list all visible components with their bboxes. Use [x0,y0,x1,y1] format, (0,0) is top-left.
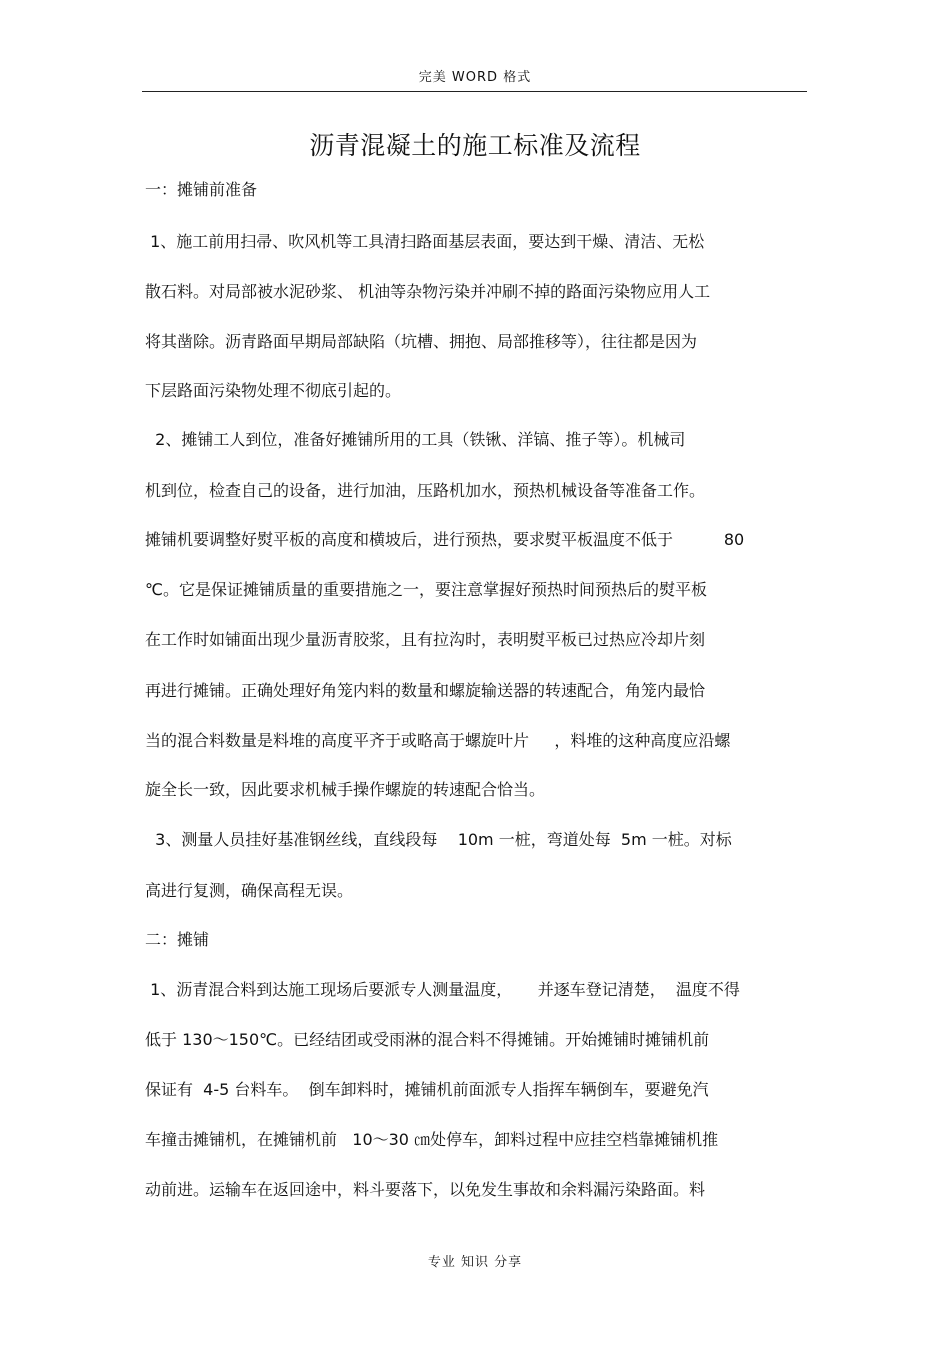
paragraph-line: 1、施工前用扫帚、吹风机等工具清扫路面基层表面，要达到干燥、清洁、无松 [145,232,705,251]
paragraph-line: 在工作时如铺面出现少量沥青胶浆，且有拉沟时，表明熨平板已过热应冷却片刻 [145,630,706,649]
paragraph-line: 再进行摊铺。正确处理好角笼内料的数量和螺旋输送器的转速配合，角笼内最恰 [145,681,706,700]
paragraph-line: 车撞击摊铺机，在摊铺机前 10～30 ㎝处停车，卸料过程中应挂空档靠摊铺机推 [145,1130,719,1149]
paragraph-line: 摊铺机要调整好熨平板的高度和横坡后，进行预热，要求熨平板温度不低于 80 [145,530,745,549]
paragraph-line: 散石料。对局部被水泥砂浆、 机油等杂物污染并冲刷不掉的路面污染物应用人工 [145,282,711,301]
paragraph-line: 动前进。运输车在返回途中，料斗要落下，以免发生事故和余料漏污染路面。料 [145,1180,706,1199]
paragraph-line: 下层路面污染物处理不彻底引起的。 [145,381,402,400]
page-header: 完美 WORD 格式 [418,70,532,85]
header-divider [142,91,807,92]
paragraph-line: 低于 130～150℃。已经结团或受雨淋的混合料不得摊铺。开始摊铺时摊铺机前 [145,1030,710,1049]
section-heading: 一：摊铺前准备 [145,180,258,199]
paragraph-line: 将其凿除。沥青路面早期局部缺陷（坑槽、拥抱、局部推移等），往往都是因为 [145,332,698,351]
paragraph-line: 旋全长一致，因此要求机械手操作螺旋的转速配合恰当。 [145,780,546,799]
page-footer: 专业 知识 分享 [427,1255,523,1270]
paragraph-line: 保证有 4-5 台料车。 倒车卸料时，摊铺机前面派专人指挥车辆倒车，要避免汽 [145,1080,709,1099]
paragraph-line: 2、摊铺工人到位，准备好摊铺所用的工具（铁锹、洋镐、推子等）。机械司 [145,430,686,449]
paragraph-line: 机到位，检查自己的设备，进行加油，压路机加水，预热机械设备等准备工作。 [145,481,706,500]
paragraph-line: 1、沥青混合料到达施工现场后要派专人测量温度， 并逐车登记清楚， 温度不得 [145,980,740,999]
document-title: 沥青混凝土的施工标准及流程 [309,131,641,160]
paragraph-line: ℃。它是保证摊铺质量的重要措施之一，要注意掌握好预热时间预热后的熨平板 [145,580,707,599]
section-heading: 二：摊铺 [145,930,210,949]
paragraph-line: 3、测量人员挂好基准钢丝线，直线段每 10m 一桩，弯道处每 5m 一桩。对标 [145,830,732,849]
paragraph-line: 高进行复测，确保高程无误。 [145,881,354,900]
paragraph-line: 当的混合料数量是料堆的高度平齐于或略高于螺旋叶片 ，料堆的这种高度应沿螺 [145,731,731,750]
